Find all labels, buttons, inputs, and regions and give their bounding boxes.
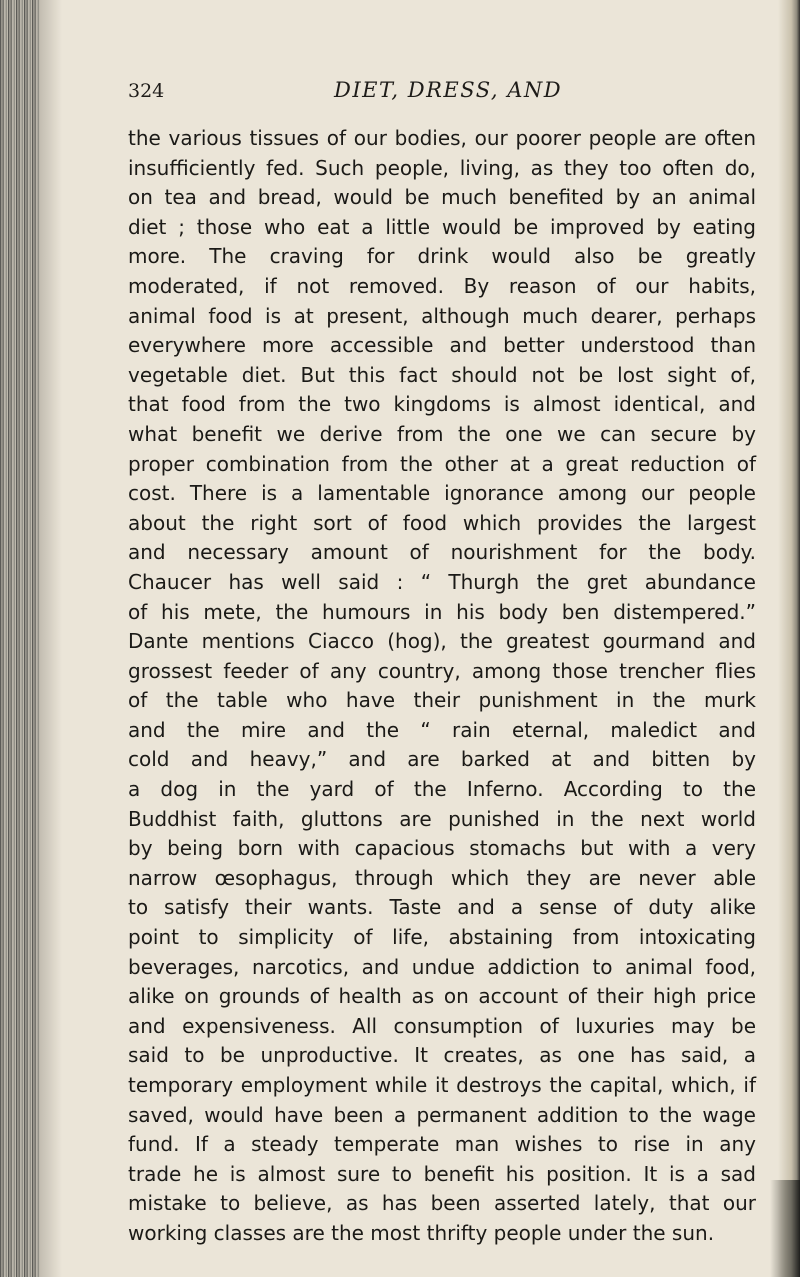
text-line: fund. If a steady temperate man wishes to rise in any — [128, 1132, 756, 1157]
text-line: the various tissues of our bodies, our poorer people are often — [128, 126, 756, 150]
text-line: everywhere more accessible and better understood than — [128, 333, 756, 358]
text-line: by being born with capacious stomachs but with a very — [128, 836, 756, 861]
text-line: about the right sort of food which provides the largest — [128, 510, 756, 535]
text-line: of his mete, the humours in his body ben distempered.” — [128, 599, 756, 624]
text-line: proper combination from the other at a great reduction of — [128, 451, 756, 476]
running-head: DIET, DRESS, AND — [334, 78, 563, 102]
text-line: and the mire and the “ rain eternal, maledict and — [128, 717, 756, 742]
text-line: grossest feeder of any country, among those trencher flies — [128, 658, 756, 683]
text-line: a dog in the yard of the Inferno. According to the — [128, 777, 756, 802]
text-line: point to simplicity of life, abstaining from intoxicating — [128, 925, 756, 950]
book-binding-gutter — [0, 0, 40, 1277]
text-line: vegetable diet. But this fact should not be lost sight of, — [128, 362, 756, 387]
page-header — [128, 78, 688, 108]
text-line: more. The craving for drink would also be greatly — [128, 244, 756, 269]
text-line: temporary employment while it destroys the capital, which, if — [128, 1073, 756, 1097]
text-line: said to be unproductive. It creates, as one has said, a — [128, 1043, 756, 1068]
text-line: insufficiently fed. Such people, living, as they too often do, — [128, 155, 756, 180]
text-line: to satisfy their wants. Taste and a sense of duty alike — [128, 895, 756, 920]
text-line: diet ; those who eat a little would be improved by eating — [128, 214, 756, 239]
text-line: working classes are the most thrifty people under the sun. — [128, 1220, 715, 1245]
text-line: cost. There is a lamentable ignorance among our people — [128, 481, 756, 506]
page-edge-right — [778, 0, 800, 1277]
text-line: that food from the two kingdoms is almost identical, and — [128, 392, 756, 417]
gutter-shadow — [40, 0, 62, 1277]
text-line: and expensiveness. All consumption of luxuries may be — [128, 1013, 756, 1038]
text-line: Dante mentions Ciacco (hog), the greatest gourmand and — [128, 629, 756, 654]
text-line: Buddhist faith, gluttons are punished in the next world — [128, 806, 756, 831]
text-line: narrow œsophagus, through which they are never able — [128, 865, 756, 890]
text-line: on tea and bread, would be much benefited by an animal — [128, 185, 756, 210]
text-line: what benefit we derive from the one we can secure by — [128, 421, 756, 446]
text-line: mistake to believe, as has been asserted lately, that our — [128, 1191, 756, 1216]
text-line: Chaucer has well said : “ Thurgh the gret abundance — [128, 569, 756, 594]
text-line: of the table who have their punishment in the murk — [128, 688, 756, 713]
body-paragraph — [128, 124, 756, 1249]
page-edge-shadow — [770, 1180, 800, 1277]
text-line: animal food is at present, although much dearer, perhaps — [128, 303, 756, 328]
text-line: cold and heavy,” and are barked at and bitten by — [128, 747, 756, 772]
text-line: saved, would have been a permanent addition to the wage — [128, 1102, 756, 1127]
text-line: alike on grounds of health as on account of their high price — [128, 984, 756, 1009]
text-line: and necessary amount of nourishment for the body. — [128, 540, 756, 565]
text-line: trade he is almost sure to benefit his position. It is a sad — [128, 1161, 756, 1186]
text-line: beverages, narcotics, and undue addiction to animal food, — [128, 954, 756, 979]
text-line: moderated, if not removed. By reason of our habits, — [128, 273, 756, 298]
page-number: 324 — [128, 80, 165, 102]
